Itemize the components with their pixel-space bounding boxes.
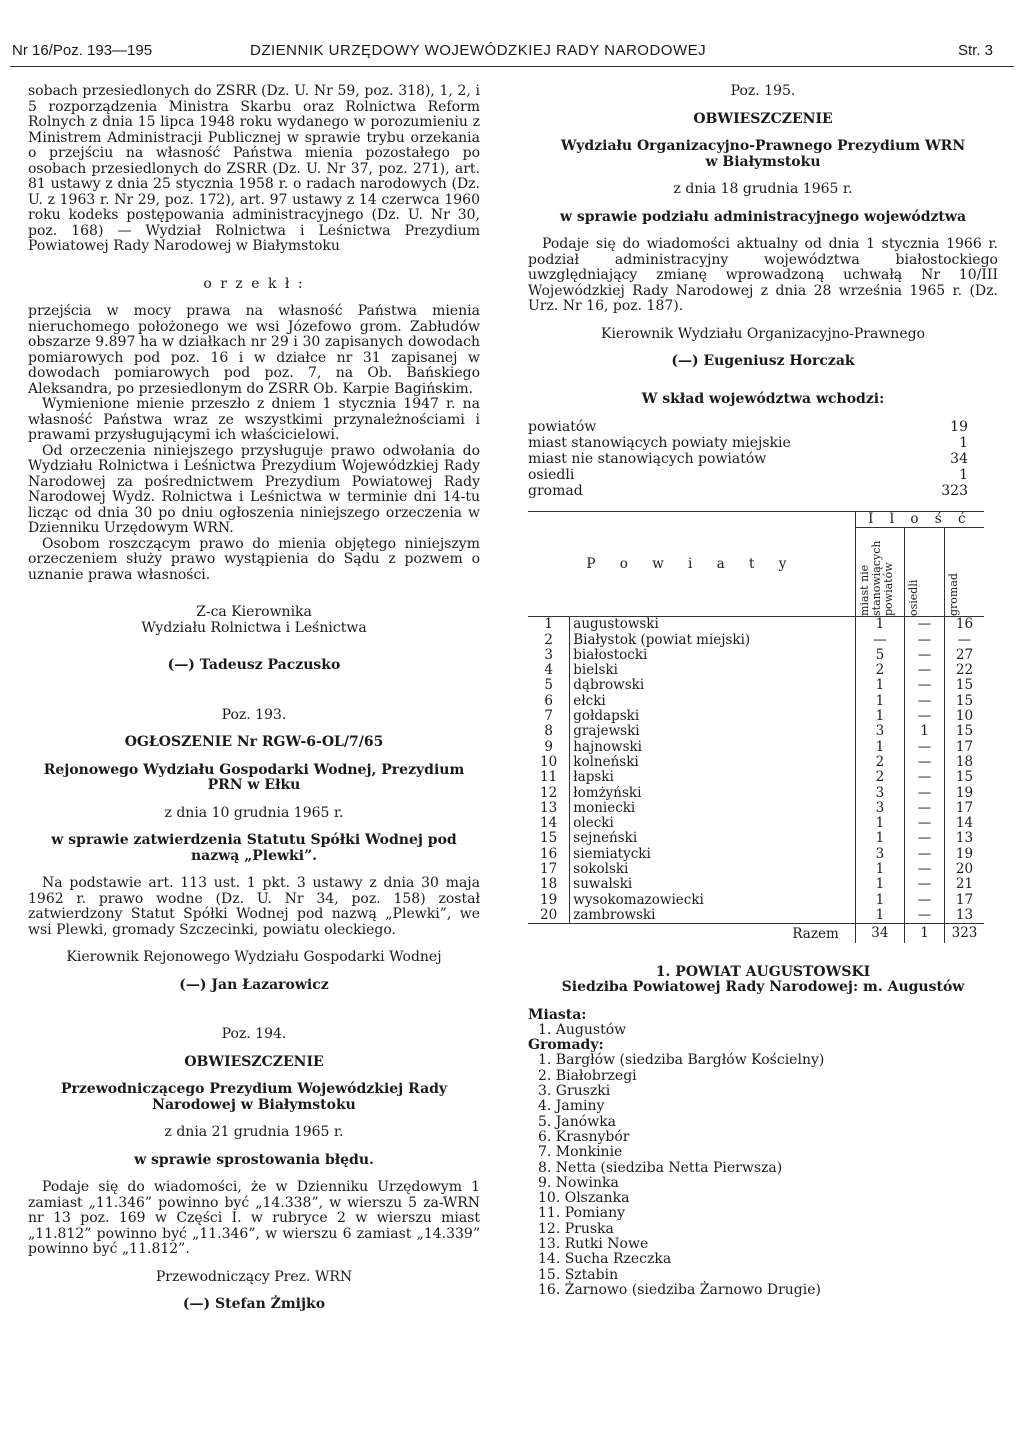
list-item: 10. Olszanka [538, 1190, 630, 1207]
decision-paragraph: przejścia w mocy prawa na własność Państwa mienia nieruchomego położonego we wsi Józefowo grom. Zabłudów obszarze 9.897 ha w działkach nr 29 i 30 zapisanych dowodach pomiarowych pod poz. 16 i w działce nr 31 zapisanej w dowodach pomiarowych pod poz. 7, na Ob. Bańskiego Aleksandra, po przesiedlonym do ZSRR Ob. Karpie Bagińskim. [28, 303, 480, 397]
claim-paragraph: Osobom roszczącym prawo do mienia objętego niniejszym orzeczeniem służy prawo wystąpienia do Sądu z pozwem o uznanie prawa własności. [28, 535, 480, 583]
miasta-count: 2 [855, 663, 904, 678]
composition-summary [528, 419, 968, 499]
list-item: 14. Sucha Rzeczka [538, 1251, 672, 1268]
county-name: grajewski [573, 723, 640, 740]
gromady-count: 10 [945, 709, 984, 724]
table-row [528, 908, 984, 924]
list-item: 6. Krasnybór [538, 1128, 630, 1145]
table-row [528, 755, 984, 770]
p195-issuer: Wydziału Organizacyjno-Prawnego Prezydium WRN [560, 138, 966, 154]
list-item: 8. Netta (siedziba Netta Pierwsza) [538, 1159, 783, 1176]
osiedli-count: — [904, 678, 944, 693]
table-row [528, 678, 984, 693]
county-name: białostocki [573, 646, 648, 663]
gromady-count: 22 [945, 663, 984, 678]
miasta-count: 1 [855, 709, 904, 724]
p194-issuer: Przewodniczącego Prezydium Wojewódzkiej Rady Narodowej w Białymstoku [60, 1081, 448, 1113]
list-item: 12. Pruska [538, 1220, 614, 1237]
osiedli-count: — [904, 648, 944, 663]
row-number: 16 [528, 847, 570, 862]
col-header-ilosc: I l o ś ć [855, 512, 984, 528]
summary-value: 34 [950, 451, 968, 467]
osiedli-count: — [904, 801, 944, 816]
summary-label: miast stanowiących powiaty miejskie [528, 435, 791, 451]
county-name: Białystok (powiat miejski) [573, 631, 751, 648]
row-number: 17 [528, 862, 570, 877]
page-header [0, 36, 1024, 66]
appeal-paragraph: Od orzeczenia niniejszego przysługuje prawo odwołania do Wydziału Rolnictwa i Leśnictwa Prezydium Wojewódzkiej Rady Narodowej za pośrednictwem Prezydium Powiatowej Rady Narodowej Wydz. Rolnictwa i Leśnictwa w terminie dni 14-tu licząc od dnia 30 po dniu ogłoszenia niniejszego orzeczenia w Dzienniku Urzędowym WRN. [28, 442, 480, 536]
row-number: 15 [528, 831, 570, 846]
p193-number: Poz. 193. [221, 706, 287, 723]
p194-number: Poz. 194. [221, 1026, 287, 1042]
row-number: 2 [528, 633, 570, 648]
p195-name: (—) Eugeniusz Horczak [671, 353, 855, 369]
summary-value: 19 [950, 419, 968, 435]
county-name: ełcki [573, 692, 606, 709]
summary-label: osiedli [528, 467, 575, 483]
p193-date: z dnia 10 grudnia 1965 r. [164, 804, 344, 821]
gromady-count: 13 [945, 831, 984, 846]
gromady-count: 13 [945, 908, 984, 924]
table-row [528, 740, 984, 755]
miasta-count: 1 [855, 740, 904, 755]
table-row [528, 877, 984, 892]
col-header-osiedli: osiedli [906, 579, 920, 617]
signature-dept: Wydziału Rolnictwa i Leśnictwa [141, 619, 367, 636]
intro-paragraph: sobach przesiedlonych do ZSRR (Dz. U. Nr 59, poz. 318), 1, 2, i 5 rozporządzenia Ministra Skarbu oraz Rolnictwa Reform Rolnych z dnia 15 lipca 1948 roku wydanego w porozumieniu z Ministrem Administracji Publicznej w sprawie trybu orzekania o przejściu na własność Państwa mienia pozostałego po osobach przesiedlonych do ZSRR (Dz. U. Nr 37, poz. 271), art. 81 ustawy z dnia 25 stycznia 1958 r. o radach narodowych (Dz. U. z 1963 r. Nr 29, poz. 172), art. 97 ustawy z 14 czerwca 1960 roku kodeks postępowania administracyjnego (Dz. U. Nr 30, poz. 168) — Wydział Rolnictwa i Leśnictwa Prezydium Powiatowej Rady Narodowej w Białymstoku [28, 83, 480, 254]
row-number: 4 [528, 663, 570, 678]
table-row [528, 847, 984, 862]
county-name: dąbrowski [573, 677, 645, 694]
total-gromad: 323 [945, 924, 984, 943]
right-column [528, 84, 998, 1298]
p194-signature: Przewodniczący Prez. WRN [155, 1268, 353, 1285]
section-1-subtitle: Siedziba Powiatowej Rady Narodowej: m. Augustów [561, 979, 965, 996]
list-item: 11. Pomiany [538, 1205, 626, 1222]
summary-row [528, 419, 968, 435]
osiedli-count: — [904, 847, 944, 862]
osiedli-count: — [904, 617, 944, 633]
p195-body: Podaje się do wiadomości aktualny od dnia 1 stycznia 1966 r. podział administracyjny województwa białostockiego uwzględniający zmianę wprowadzoną uchwałą Nr 10/III Wojewódzkiej Rady Narodowej z dnia 28 września 1965 r. (Dz. Urz. Nr 16, poz. 187). [528, 236, 998, 314]
list-item: 4. Jaminy [538, 1098, 605, 1115]
osiedli-count: — [904, 786, 944, 801]
miasta-count: 3 [855, 801, 904, 816]
p194-name: (—) Stefan Żmijko [182, 1296, 326, 1312]
miasta-count: — [855, 633, 904, 648]
row-number: 13 [528, 801, 570, 816]
p194-title: OBWIESZCZENIE [184, 1053, 324, 1070]
row-number: 11 [528, 770, 570, 785]
list-item: 13. Rutki Nowe [538, 1235, 649, 1252]
row-number: 19 [528, 893, 570, 908]
list-item: 7. Monkinie [538, 1144, 623, 1161]
miasta-count: 1 [855, 617, 904, 633]
p195-number: Poz. 195. [730, 83, 796, 99]
row-number: 9 [528, 740, 570, 755]
osiedli-count: — [904, 740, 944, 755]
osiedli-count: — [904, 908, 944, 924]
county-name: łapski [573, 769, 614, 786]
p193-subject: w sprawie zatwierdzenia Statutu Spółki Wodnej pod nazwą „Plewki”. [51, 832, 457, 864]
table-row [528, 831, 984, 846]
osiedli-count: 1 [904, 724, 944, 739]
table-row [528, 709, 984, 724]
osiedli-count: — [904, 831, 944, 846]
miasta-count: 1 [855, 678, 904, 693]
summary-row [528, 483, 968, 499]
gromady-count: 15 [945, 770, 984, 785]
row-number: 5 [528, 678, 570, 693]
gromady-count: 17 [945, 893, 984, 908]
miasta-count: 3 [855, 786, 904, 801]
header-issue: Nr 16/Poz. 193—195 [12, 42, 153, 59]
county-name: moniecki [573, 799, 636, 816]
p193-title: OGŁOSZENIE Nr RGW-6-OL/7/65 [124, 734, 384, 750]
row-number: 14 [528, 816, 570, 831]
summary-value: 1 [959, 435, 968, 451]
miasta-count: 3 [855, 724, 904, 739]
county-name: augustowski [573, 616, 659, 633]
osiedli-count: — [904, 755, 944, 770]
total-miasta: 34 [855, 924, 904, 943]
left-column [28, 84, 480, 1313]
counties-table [528, 511, 984, 943]
osiedli-count: — [904, 709, 944, 724]
miasta-count: 2 [855, 770, 904, 785]
row-number: 20 [528, 908, 570, 924]
table-row [528, 633, 984, 648]
list-item: 2. Białobrzegi [538, 1067, 637, 1084]
p195-date: z dnia 18 grudnia 1965 r. [673, 181, 853, 197]
row-number: 10 [528, 755, 570, 770]
county-name: wysokomazowiecki [573, 891, 704, 908]
miasta-count: 3 [855, 847, 904, 862]
gromady-count: 16 [945, 617, 984, 633]
signature-title: Z-ca Kierownika [196, 604, 312, 620]
county-name: gołdapski [573, 708, 640, 725]
miasta-count: 1 [855, 816, 904, 831]
summary-row [528, 451, 968, 467]
table-row [528, 694, 984, 709]
p195-title: OBWIESZCZENIE [693, 110, 833, 127]
county-name: zambrowski [573, 906, 656, 923]
list-item: 5. Janówka [538, 1113, 617, 1130]
miasta-count: 1 [855, 694, 904, 709]
p195-issuer-city: w Białymstoku [705, 153, 821, 170]
col-header-miasta: miast nie stanowiących powiatów [857, 540, 895, 617]
row-number: 1 [528, 617, 570, 633]
col-header-powiaty: P o w i a t y [528, 512, 855, 617]
osiedli-count: — [904, 816, 944, 831]
county-name: sokolski [573, 861, 629, 878]
signature-name: (—) Tadeusz Paczusko [167, 657, 341, 673]
miasta-count: 1 [855, 877, 904, 892]
list-item: 9. Nowinka [538, 1174, 619, 1191]
osiedli-count: — [904, 877, 944, 892]
table-row [528, 617, 984, 633]
row-number: 6 [528, 694, 570, 709]
miasta-count: 1 [855, 893, 904, 908]
county-name: suwalski [573, 876, 633, 893]
osiedli-count: — [904, 770, 944, 785]
osiedli-count: — [904, 893, 944, 908]
table-row [528, 893, 984, 908]
table-row [528, 801, 984, 816]
header-rule [10, 66, 1014, 67]
county-name: siemiatycki [573, 845, 651, 862]
county-name: sejneński [573, 830, 638, 847]
counties-table-body [528, 617, 984, 924]
p194-date: z dnia 21 grudnia 1965 r. [164, 1124, 344, 1140]
total-label: Razem [792, 926, 839, 943]
summary-row [528, 435, 968, 451]
composition-title: W skład województwa wchodzi: [641, 390, 885, 407]
row-number: 8 [528, 724, 570, 739]
summary-label: gromad [528, 483, 583, 499]
osiedli-count: — [904, 633, 944, 648]
gromady-count: 19 [945, 847, 984, 862]
gromady-count: 18 [945, 755, 984, 770]
col-header-gromad: gromad [947, 573, 961, 617]
table-row [528, 724, 984, 739]
gromady-label: Gromady: [528, 1037, 604, 1054]
list-item: 16. Żarnowo (siedziba Żarnowo Drugie) [538, 1281, 821, 1298]
miasta-count: 1 [855, 862, 904, 877]
gromady-count: — [945, 633, 984, 648]
p193-issuer: Rejonowego Wydziału Gospodarki Wodnej, Prezydium PRN w Ełku [43, 761, 465, 793]
table-row [528, 862, 984, 877]
osiedli-count: — [904, 663, 944, 678]
county-name: hajnowski [573, 738, 642, 755]
list-item: 15. Sztabin [538, 1266, 619, 1283]
summary-value: 323 [941, 483, 968, 499]
row-number: 18 [528, 877, 570, 892]
section-1-list [528, 1008, 998, 1299]
p193-body: Na podstawie art. 113 ust. 1 pkt. 3 ustawy z dnia 30 maja 1962 r. prawo wodne (Dz. U. Nr 34, poz. 158) został zatwierdzony Statut Spółki Wodnej pod nazwą „Plewki”, we wsi Plewki, gromady Szczecinki, powiatu oleckiego. [28, 875, 480, 938]
summary-value: 1 [959, 467, 968, 483]
summary-row [528, 467, 968, 483]
p194-subject: w sprawie sprostowania błędu. [134, 1151, 374, 1168]
miasta-count: 1 [855, 908, 904, 924]
table-row [528, 786, 984, 801]
row-number: 12 [528, 786, 570, 801]
header-page: Str. 3 [958, 42, 994, 59]
section-1-title: 1. POWIAT AUGUSTOWSKI [655, 963, 871, 980]
gromady-count: 14 [945, 816, 984, 831]
header-title: DZIENNIK URZĘDOWY WOJEWÓDZKIEJ RADY NARODOWEJ [250, 42, 707, 59]
list-item: 3. Gruszki [538, 1083, 611, 1100]
p193-name: (—) Jan Łazarowicz [179, 976, 329, 993]
table-row [528, 770, 984, 785]
miasta-count: 1 [855, 831, 904, 846]
summary-label: miast nie stanowiących powiatów [528, 451, 767, 467]
total-osiedli: 1 [904, 924, 944, 943]
miasta-label: Miasta: [528, 1006, 587, 1023]
summary-label: powiatów [528, 419, 597, 435]
gromady-count: 17 [945, 801, 984, 816]
gromady-count: 17 [945, 740, 984, 755]
gromady-count: 15 [945, 678, 984, 693]
gromady-count: 15 [945, 694, 984, 709]
row-number: 3 [528, 648, 570, 663]
miasta-count: 5 [855, 648, 904, 663]
county-name: bielski [573, 662, 618, 679]
p193-signature: Kierownik Rejonowego Wydziału Gospodarki Wodnej [66, 949, 442, 965]
osiedli-count: — [904, 862, 944, 877]
gromady-count: 20 [945, 862, 984, 877]
list-item: 1. Augustów [538, 1021, 627, 1038]
list-item: 1. Bargłów (siedziba Bargłów Kościelny) [538, 1052, 825, 1069]
p195-subject: w sprawie podziału administracyjnego województwa [559, 208, 967, 225]
miasta-count: 2 [855, 755, 904, 770]
county-name: łomżyński [573, 784, 642, 801]
table-row [528, 816, 984, 831]
decision-paragraph-2: Wymienione mienie przeszło z dniem 1 stycznia 1947 r. na własność Państwa wraz ze wszystkimi przynależnościami i prawami przysługującymi ich właścicielowi. [28, 396, 480, 443]
p195-signature: Kierownik Wydziału Organizacyjno-Prawnego [600, 325, 925, 342]
row-number: 7 [528, 709, 570, 724]
gromady-count: 27 [945, 648, 984, 663]
table-row [528, 663, 984, 678]
p194-body: Podaje się do wiadomości, że w Dzienniku Urzędowym 1 zamiast „11.346” powinno być „14.338”, w wierszu 5 za-WRN nr 13 poz. 169 w Części I. w rubryce 2 w wierszu miast „11.812” powinno być „11.346”, w wierszu 6 zamiast „14.339” powinno być „11.812”. [28, 1179, 480, 1257]
county-name: olecki [573, 815, 614, 832]
orzekl-heading: o r z e k ł : [203, 275, 305, 292]
gromady-count: 21 [945, 877, 984, 892]
table-row [528, 648, 984, 663]
gromady-count: 15 [945, 724, 984, 739]
osiedli-count: — [904, 694, 944, 709]
county-name: kolneński [573, 753, 639, 770]
gromady-count: 19 [945, 786, 984, 801]
